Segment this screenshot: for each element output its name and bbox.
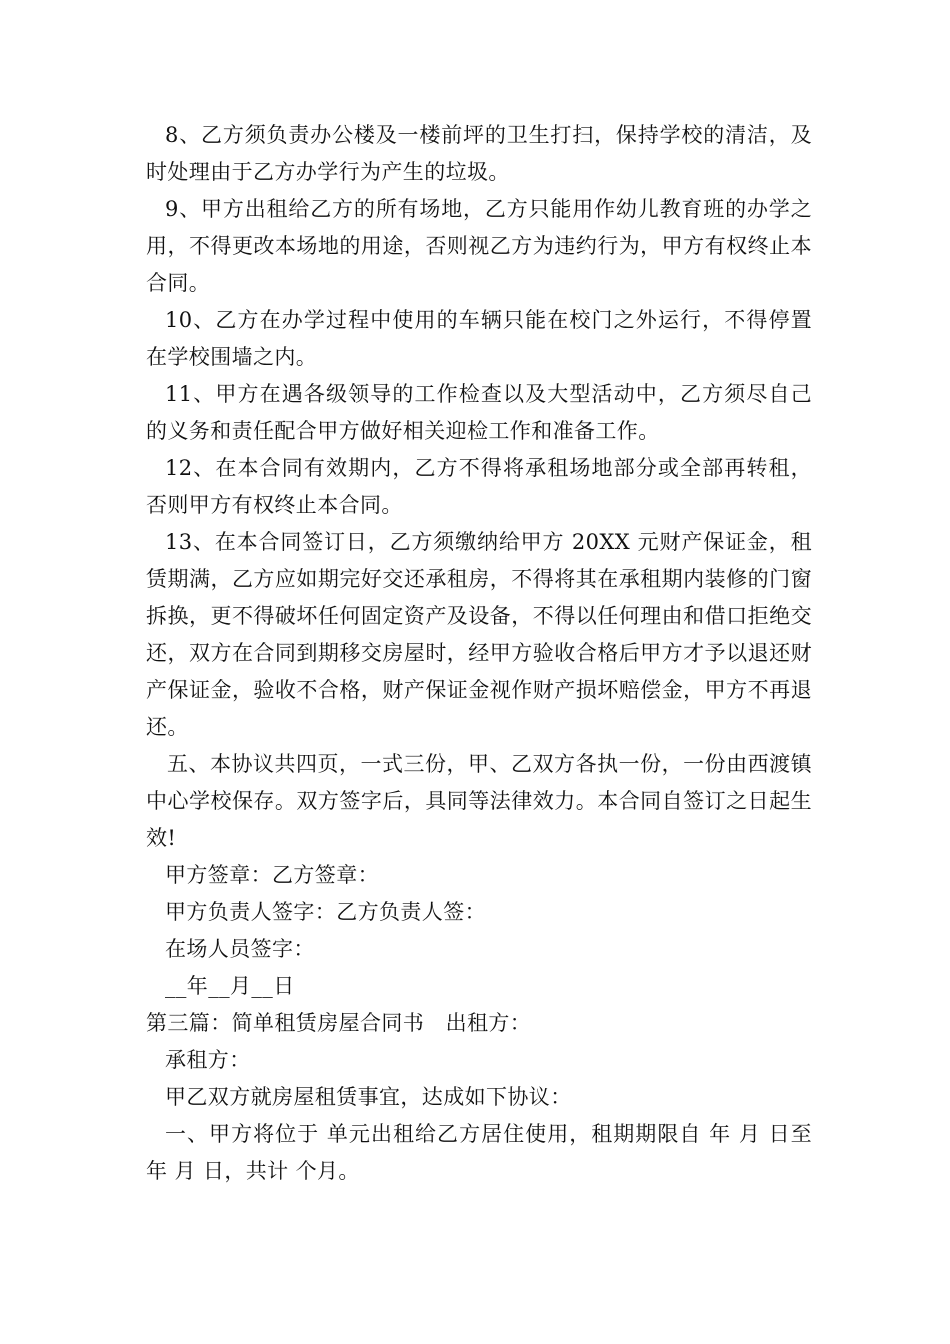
clause-one: 一、甲方将位于 单元出租给乙方居住使用，租期期限自 年 月 日至 年 月 日，共计 个月。 <box>146 1122 812 1183</box>
part-three-heading: 第三篇：简单租赁房屋合同书 出租方： <box>146 1011 532 1035</box>
lessee-line: 承租方： <box>165 1048 251 1072</box>
clause-9: 9、甲方出租给乙方的所有场地，乙方只能用作幼儿教育班的办学之用，不得更改本场地的用途，否则视乙方为违约行为，甲方有权终止本合同。 <box>146 197 812 295</box>
clause-13: 13、在本合同签订日，乙方须缴纳给甲方 20XX 元财产保证金，租赁期满，乙方应如期完好交还承租房，不得将其在承租期内装修的门窗拆换，更不得破坏任何固定资产及设备，不得以任何理由和借口拒绝交还，双方在合同到期移交房屋时，经甲方验收合格后甲方才予以退还财产保证金，验收不合格，财产保证金视作财产损坏赔偿金，甲方不再退还。 <box>146 530 812 739</box>
agreement-intro: 甲乙双方就房屋租赁事宜，达成如下协议： <box>165 1085 572 1109</box>
clause-8: 8、乙方须负责办公楼及一楼前坪的卫生打扫，保持学校的清洁，及时处理由于乙方办学行为产生的垃圾。 <box>146 123 812 184</box>
document-body <box>146 117 812 1190</box>
signature-seal-line: 甲方签章：乙方签章： <box>165 863 379 887</box>
clause-12: 12、在本合同有效期内，乙方不得将承租场地部分或全部再转租，否则甲方有权终止本合同。 <box>146 456 812 517</box>
clause-11: 11、甲方在遇各级领导的工作检查以及大型活动中，乙方须尽自己的义务和责任配合甲方做好相关迎检工作和准备工作。 <box>146 382 812 443</box>
section-5: 五、本协议共四页，一式三份，甲、乙双方各执一份，一份由西渡镇中心学校保存。双方签字后，具同等法律效力。本合同自签订之日起生效! <box>146 752 812 850</box>
date-line: __年__月__日 <box>165 974 295 998</box>
signature-present-line: 在场人员签字： <box>165 937 315 961</box>
signature-responsible-line: 甲方负责人签字：乙方负责人签： <box>165 900 486 924</box>
clause-10: 10、乙方在办学过程中使用的车辆只能在校门之外运行，不得停置在学校围墙之内。 <box>146 308 812 369</box>
